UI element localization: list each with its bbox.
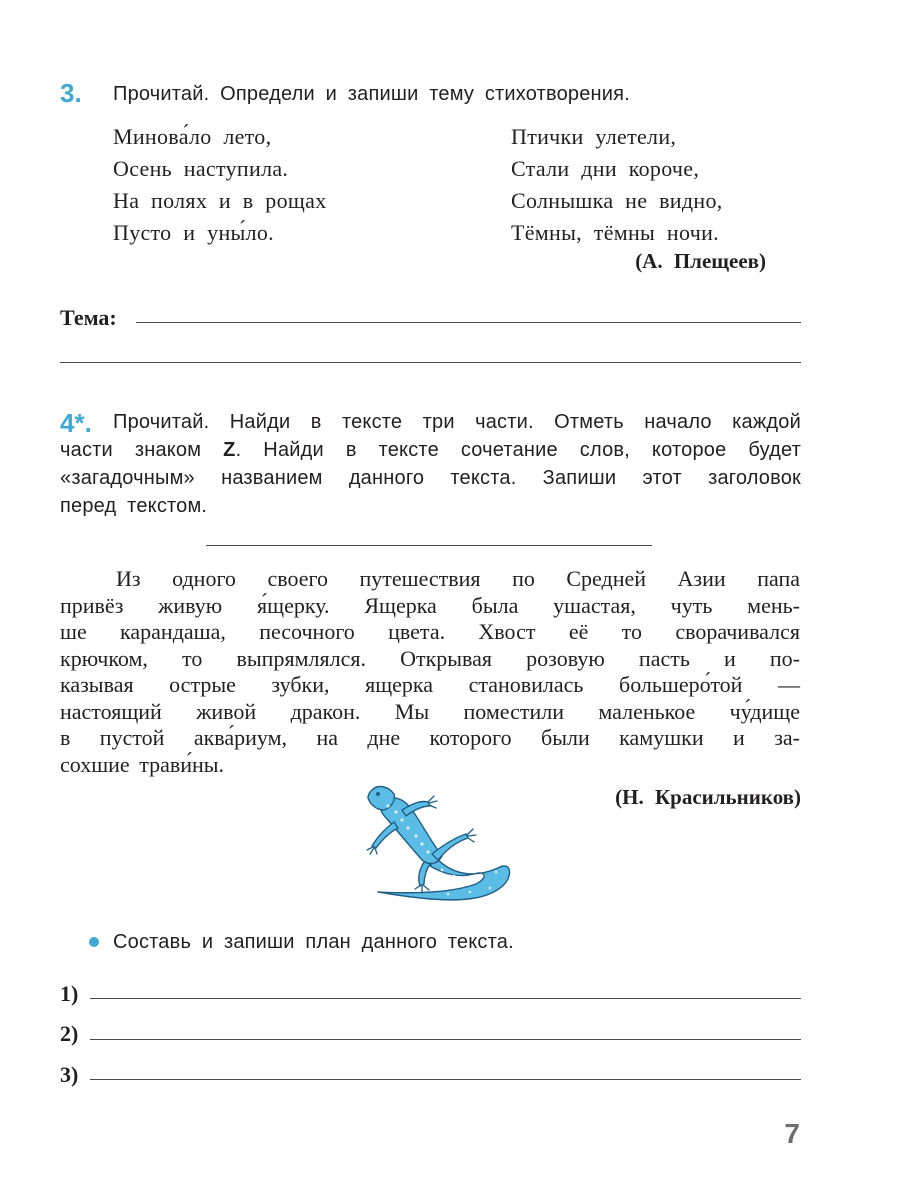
task-3-number: 3. [60,78,82,108]
page-number: 7 [784,1118,800,1149]
poem-author: (А. Плещеев) [635,249,766,273]
task-4-number: 4*. [60,408,92,438]
lizard-text [60,566,800,778]
instruction-fragment: части знаком [60,439,224,461]
text-line: настоящий живой дракон. Мы поместили маленькое чу́дище [60,698,800,724]
plan-item-1-line[interactable] [90,998,801,999]
poem-line: Минова́ло лето, [113,124,272,149]
text-line: привёз живую я́щерку. Ящерка была ушастая, чуть мень- [60,592,800,618]
text-line: сохшие трави́ны. [60,751,225,777]
plan-item-3-line[interactable] [90,1079,801,1080]
text-line: казывая острые зубки, ящерка становилась большеро́той — [60,672,800,697]
plan-item-1-label: 1) [60,981,79,1006]
bullet-icon [89,937,99,947]
plan-item-2-line[interactable] [90,1039,801,1040]
task-4-instruction-cont [60,436,801,520]
plan-item-3-label: 3) [60,1062,79,1087]
title-answer-line[interactable] [206,545,652,546]
task-4-instruction [113,408,801,436]
poem-line: Птички улетели, [511,124,677,149]
theme-answer-line-2[interactable] [60,362,801,363]
task-3-instruction: Прочитай. Определи и запиши тему стихотворения. [113,83,630,105]
poem-line: На полях и в рощах [113,188,327,213]
z-mark: Z [223,439,236,461]
poem-line: Осень наступила. [113,156,289,181]
instruction-fragment: . Найди в тексте сочетание слов, которое будет [235,439,802,461]
lizard-illustration [358,780,518,920]
instruction-line [60,436,801,464]
theme-label: Тема: [60,305,117,330]
text-line: Из одного своего путешествия по Средней Азии папа [116,566,800,591]
text-line: ше карандаша, песочного цвета. Хвост её то сворачивался [60,619,800,644]
instruction-line: «загадочным» названием данного текста. Запиши этот заголовок [60,467,801,489]
instruction-line: перед текстом. [60,495,208,517]
poem-left-column [113,121,327,249]
poem-line: Солнышка не видно, [511,188,723,213]
instruction-line: Прочитай. Найди в тексте три части. Отметь начало каждой [113,411,801,433]
poem-right-column [511,121,723,249]
plan-instruction: Составь и запиши план данного текста. [113,931,514,953]
text-line: в пустой аква́риум, на дне которого были камушки и за- [60,725,800,750]
text-line: крючком, то выпрямлялся. Открывая розовую пасть и по- [60,645,800,671]
theme-answer-line[interactable] [136,322,801,323]
poem-line: Стали дни короче, [511,156,700,181]
poem-line: Пусто и уны́ло. [113,220,274,245]
poem-line: Тёмны, тёмны ночи. [511,220,719,245]
text-author: (Н. Красильников) [615,785,801,809]
plan-item-2-label: 2) [60,1021,79,1046]
